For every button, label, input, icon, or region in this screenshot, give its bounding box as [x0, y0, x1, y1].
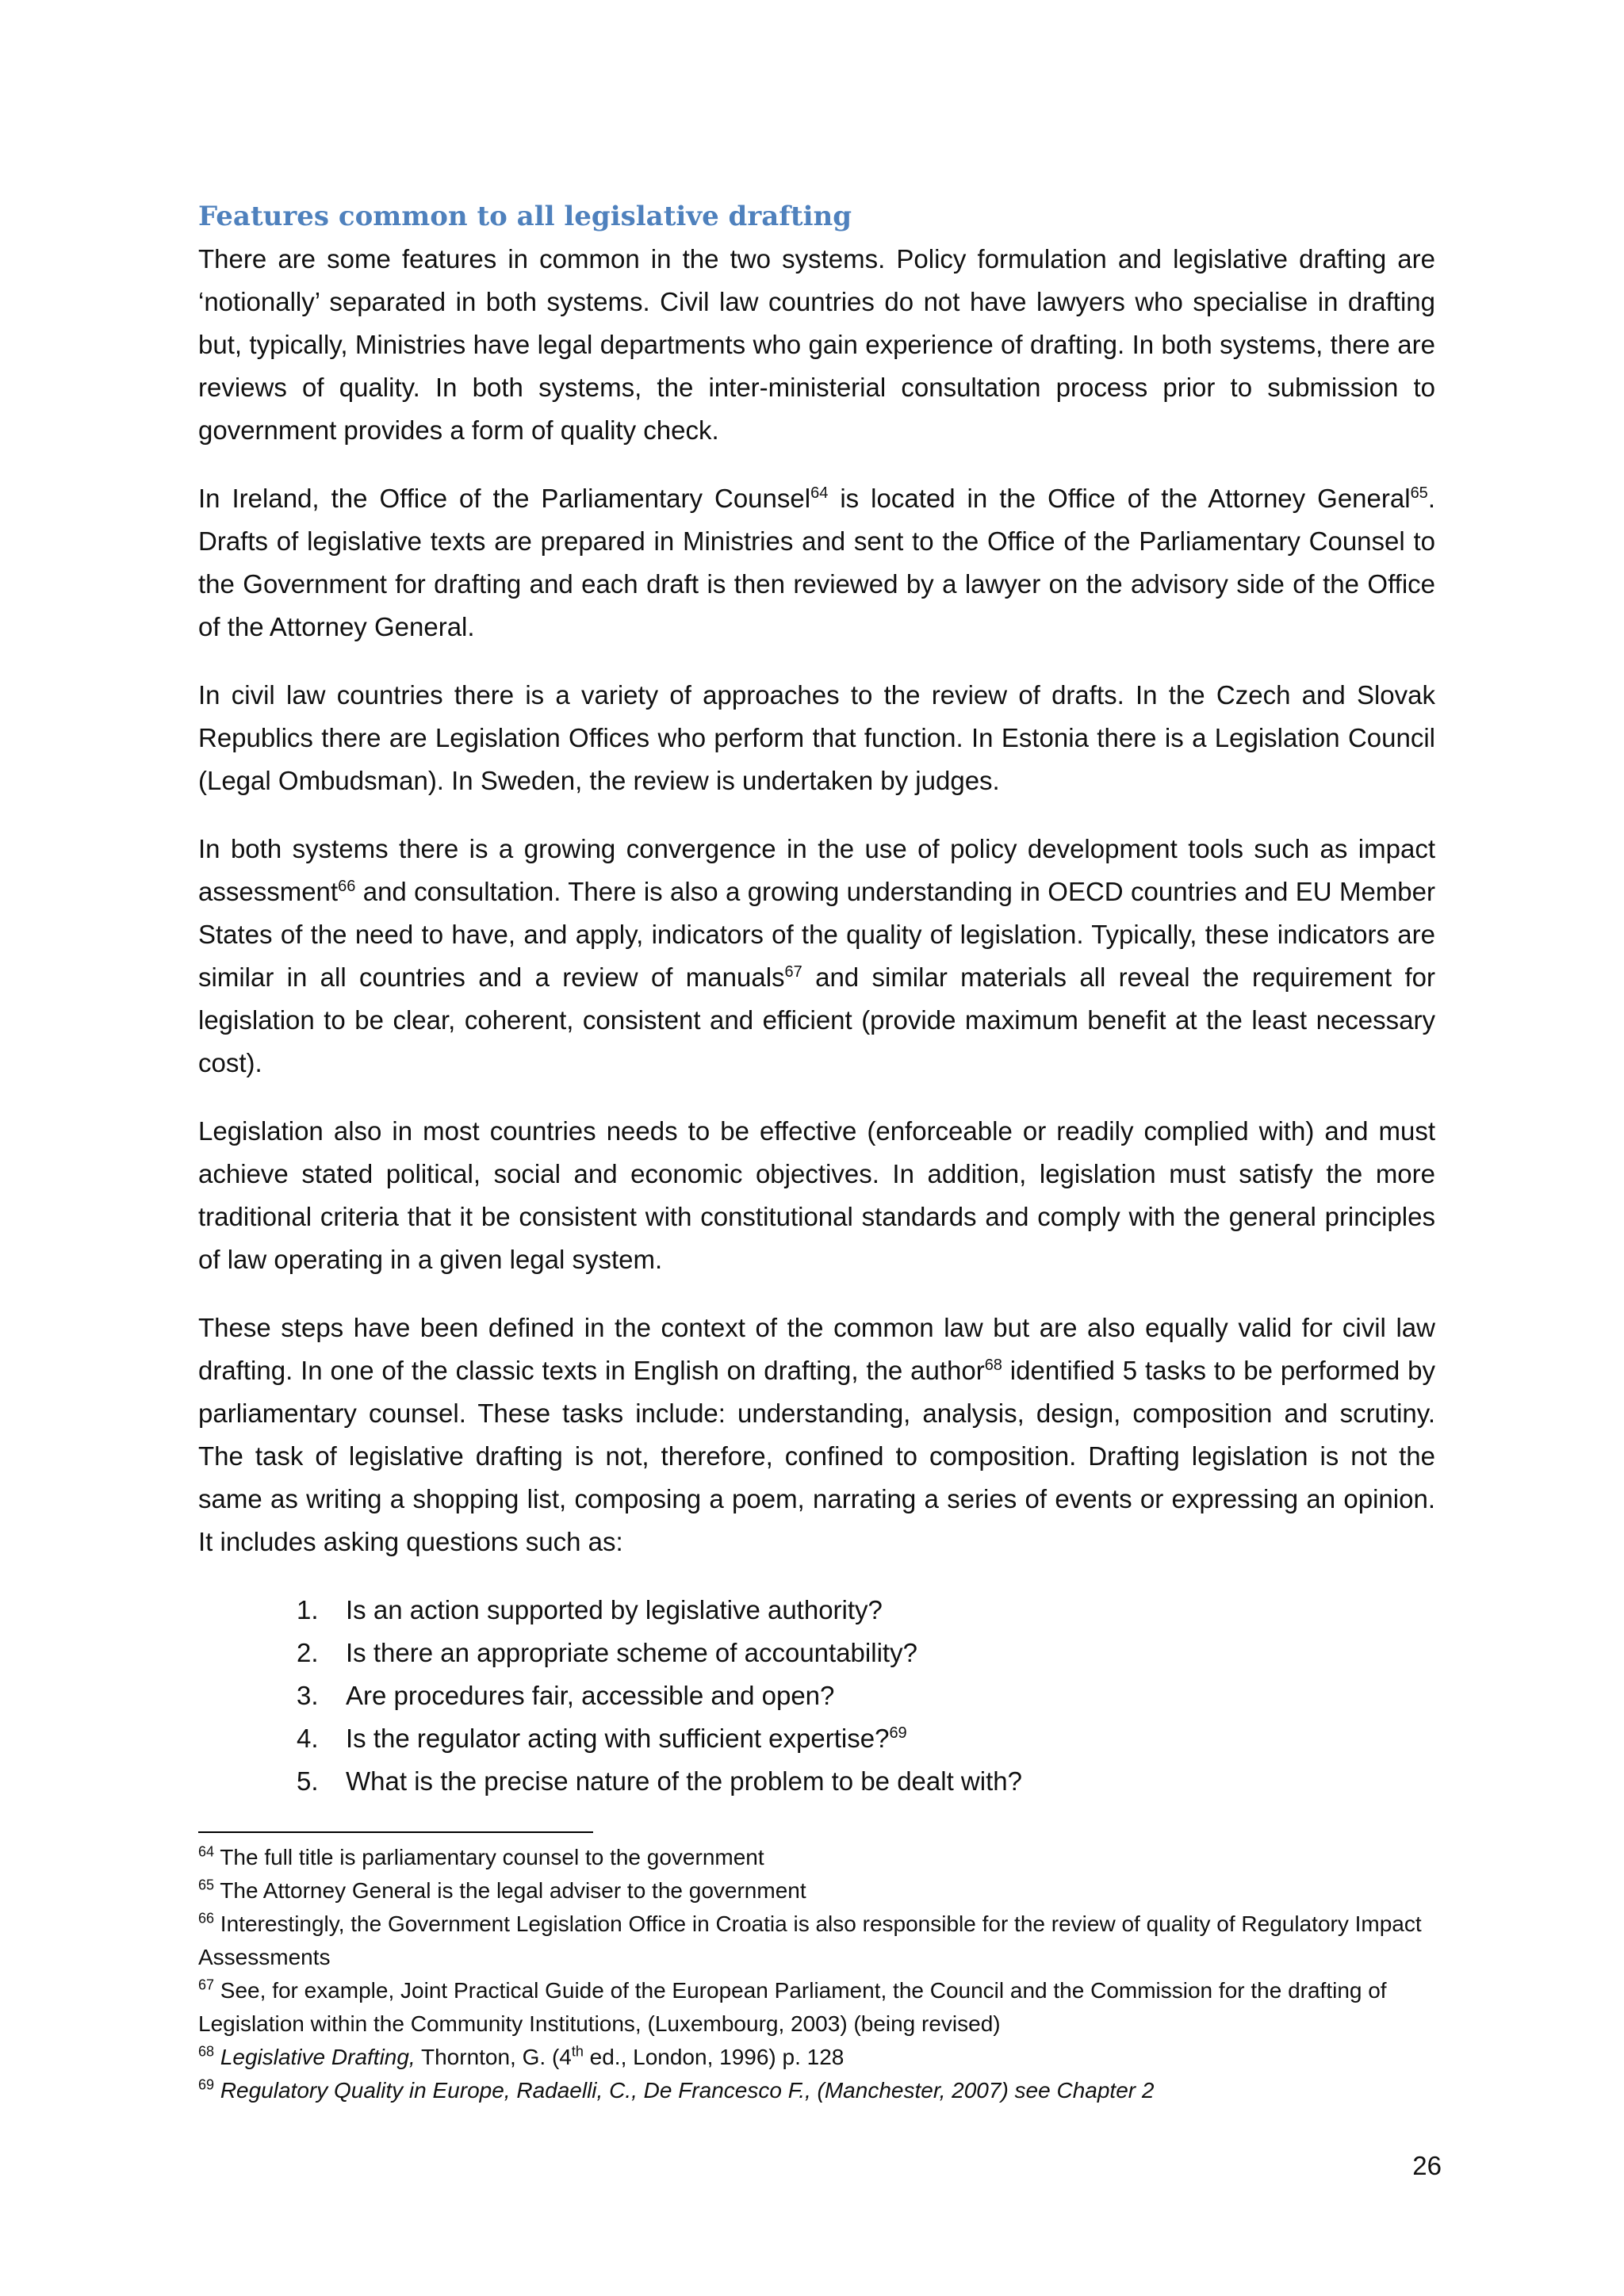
footnote-number: 69 [198, 2076, 215, 2093]
paragraph-text: identified 5 tasks to be performed by parliamentary counsel. These tasks include: understanding, analysis, design, composition and scrutiny. The task of legislative drafting is not, therefore, confined to composition. Drafting legislation is not the same as writing a shopping list, composing a poem, narrating a series of events or expressing an opinion. It includes asking questions such as: [198, 1356, 1435, 1556]
footnote-text: ed., London, 1996) p. 128 [583, 2045, 845, 2069]
paragraph-text: In both systems there is a growing convergence in the use of policy development tools such as impact assessment [198, 834, 1435, 906]
footnote-text: See, for example, Joint Practical Guide of the European Parliament, the Council and the Commission for the drafting of Legislation within the Community Institutions, (Luxembourg, 2003) (being revised) [198, 1978, 1387, 2036]
footnote-number: 65 [198, 1877, 215, 1893]
footnotes [198, 1841, 1435, 2107]
paragraph-text: In Ireland, the Office of the Parliamentary Counsel [198, 484, 811, 513]
questions-list [198, 1589, 1435, 1803]
footnote-ordinal: th [571, 2043, 584, 2060]
footnote-number: 66 [198, 1910, 215, 1927]
list-item-text: Are procedures fair, accessible and open? [346, 1681, 835, 1710]
footnote-number: 67 [198, 1976, 215, 1993]
footnote-ref-68[interactable]: 68 [984, 1357, 1002, 1374]
list-item-number: 2. [297, 1638, 319, 1667]
footnote-ref-67[interactable]: 67 [784, 963, 802, 981]
list-item-text [346, 1717, 907, 1760]
paragraph-effectiveness: Legislation also in most countries needs to be effective (enforceable or readily complied with) and must achieve stated political, social and economic objectives. In addition, legislation must satisfy the more traditional criteria that it be consistent with constitutional standards and comply with the general principles of law operating in a given legal system. [198, 1116, 1435, 1274]
footnote-66 [198, 1908, 1435, 1974]
list-item [297, 1632, 1435, 1674]
paragraph-drafting-tasks [198, 1307, 1435, 1563]
paragraph-text: . Drafts of legislative texts are prepared in Ministries and sent to the Office of the Parliamentary Counsel to the Government for drafting and each draft is then reviewed by a lawyer on the advisory side of the Office of the Attorney General. [198, 484, 1435, 641]
list-item-text: What is the precise nature of the problem to be dealt with? [346, 1766, 1022, 1796]
paragraph-text: and similar materials all reveal the requirement for legislation to be clear, coherent, consistent and efficient (provide maximum benefit at the least necessary cost). [198, 962, 1435, 1077]
footnote-text: The Attorney General is the legal adviser to the government [214, 1878, 806, 1903]
list-item [297, 1717, 1435, 1760]
list-item [297, 1589, 1435, 1632]
page-number: 26 [1412, 2151, 1442, 2180]
footnote-text: Thornton, G. (4 [415, 2045, 572, 2069]
footnote-67 [198, 1974, 1435, 2041]
footnote-book-title: Legislative Drafting, [220, 2045, 416, 2069]
list-item-text: Is there an appropriate scheme of accountability? [346, 1638, 917, 1667]
list-item-number: 4. [297, 1724, 319, 1753]
footnote-separator [198, 1831, 593, 1833]
paragraph-text: These steps have been defined in the context of the common law but are also equally valid for civil law drafting. In one of the classic texts in English on drafting, the author [198, 1313, 1435, 1385]
paragraph-common-features: There are some features in common in the two systems. Policy formulation and legislative drafting are ‘notionally’ separated in both systems. Civil law countries do not have lawyers who specialise in drafting but, typically, Ministries have legal departments who gain experience of drafting. In both systems, there are reviews of quality. In both systems, the inter-ministerial consultation process prior to submission to government provides a form of quality check. [198, 244, 1435, 445]
section-heading: Features common to all legislative drafting [198, 201, 852, 232]
list-item-number: 1. [297, 1595, 319, 1624]
list-item-text: Is an action supported by legislative authority? [346, 1595, 883, 1624]
paragraph-civil-law-review: In civil law countries there is a variety of approaches to the review of drafts. In the Czech and Slovak Republics there are Legislation Offices who perform that function. In Estonia there is a Legislation Council (Legal Ombudsman). In Sweden, the review is undertaken by judges. [198, 680, 1435, 795]
page-body [198, 195, 1435, 1803]
footnote-64 [198, 1841, 1435, 1874]
list-item [297, 1760, 1435, 1803]
footnote-ref-66[interactable]: 66 [338, 878, 356, 895]
list-item-number: 3. [297, 1681, 319, 1710]
list-item-text-body: Is the regulator acting with sufficient expertise? [346, 1724, 890, 1753]
footnote-text: Interestingly, the Government Legislation Office in Croatia is also responsible for the review of quality of Regulatory Impact Assessments [198, 1911, 1422, 1969]
list-item-number: 5. [297, 1766, 319, 1796]
footnote-text: The full title is parliamentary counsel to the government [214, 1845, 764, 1869]
footnote-ref-69[interactable]: 69 [889, 1724, 907, 1742]
footnote-number: 68 [198, 2043, 215, 2060]
footnote-ref-64[interactable]: 64 [810, 484, 829, 502]
footnote-number: 64 [198, 1843, 215, 1860]
paragraph-text: is located in the Office of the Attorney General [828, 484, 1411, 513]
footnote-ref-65[interactable]: 65 [1410, 484, 1428, 502]
footnote-text: Regulatory Quality in Europe, Radaelli, C., De Francesco F., (Manchester, 2007) see Chapter 2 [220, 2078, 1155, 2103]
footnote-69 [198, 2074, 1435, 2107]
paragraph-text: and consultation. There is also a growing understanding in OECD countries and EU Member States of the need to have, and apply, indicators of the quality of legislation. Typically, these indicators are similar in all countries and a review of manuals [198, 877, 1435, 992]
footnote-68 [198, 2041, 1435, 2074]
list-item [297, 1674, 1435, 1717]
paragraph-convergence [198, 828, 1435, 1085]
footnote-65 [198, 1874, 1435, 1908]
paragraph-ireland [198, 477, 1435, 649]
